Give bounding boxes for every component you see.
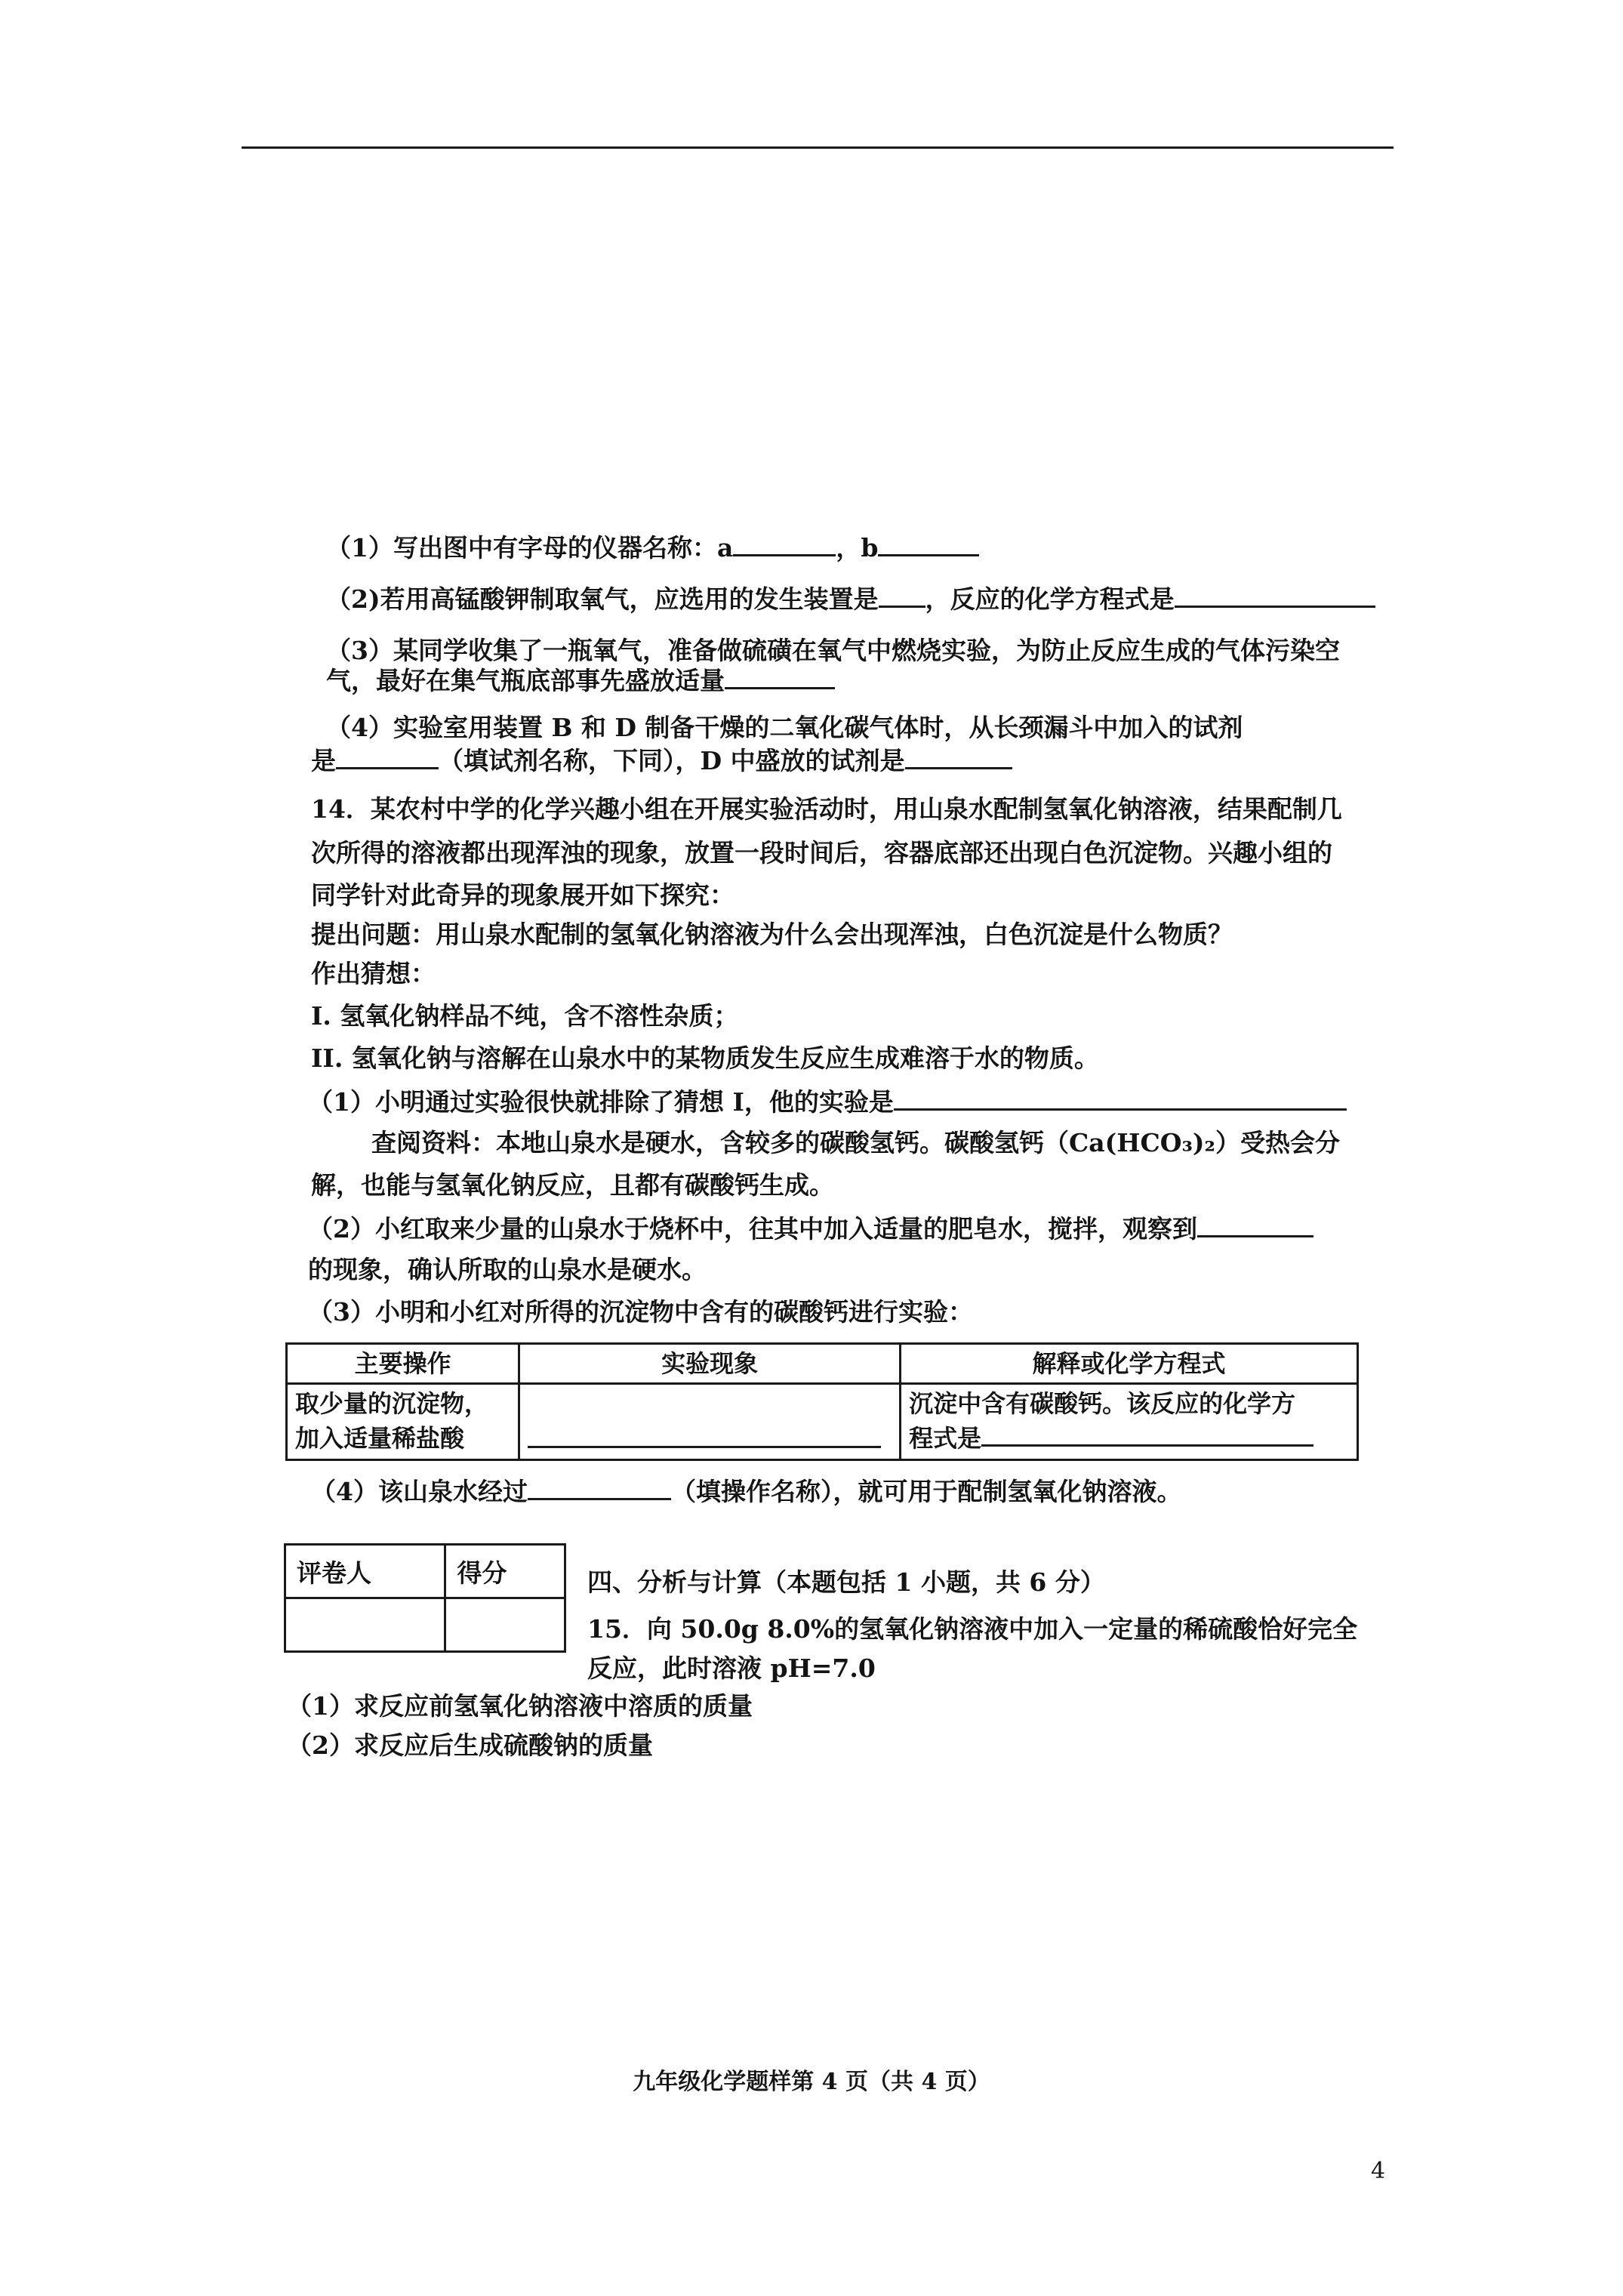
q15-line1: 15．向 50.0g 8.0%的氢氧化钠溶液中加入一定量的稀硫酸恰好完全: [587, 1614, 1358, 1644]
q14-question: 提出问题：用山泉水配制的氢氧化钠溶液为什么会出现浑浊，白色沉淀是什么物质？: [311, 920, 1233, 949]
answer-blank-reagent-1[interactable]: [336, 744, 439, 769]
q14-intro-1: 14．某农村中学的化学兴趣小组在开展实验活动时，用山泉水配制氢氧化钠溶液，结果配制几: [311, 794, 1342, 824]
experiment-table: [285, 1342, 1359, 1461]
q15-line2: 反应，此时溶液 pH=7.0: [587, 1653, 876, 1683]
q14-hypothesis-1: I. 氢氧化钠样品不纯，含不溶性杂质；: [311, 1001, 739, 1031]
score-label: 得分: [445, 1545, 565, 1598]
table-cell-operation: 取少量的沉淀物， 加入适量稀盐酸: [287, 1384, 519, 1460]
table-header: 解释或化学方程式: [901, 1344, 1358, 1384]
q14-intro-3: 同学针对此奇异的现象展开如下探究：: [311, 880, 735, 910]
q13-part4-line2: 是 （填试剂名称，下同），D 中盛放的试剂是: [311, 744, 1012, 776]
grader-label: 评卷人: [285, 1545, 445, 1598]
header-rule: [242, 146, 1394, 149]
q13-part4-line1: （4）实验室用装置 B 和 D 制备干燥的二氧化碳气体时，从长颈漏斗中加入的试剂: [326, 713, 1243, 742]
q14-part2-line1: （2）小红取来少量的山泉水于烧杯中，往其中加入适量的肥皂水，搅拌，观察到: [308, 1213, 1313, 1244]
q13-part2: （2)若用高锰酸钾制取氧气，应选用的发生装置是 ，反应的化学方程式是: [326, 583, 1375, 615]
q14-hypothesis-title: 作出猜想：: [311, 959, 436, 988]
q14-hypothesis-2: II. 氢氧化钠与溶解在山泉水中的某物质发生反应生成难溶于水的物质。: [311, 1043, 1099, 1073]
q13-part3-line1: （3）某同学收集了一瓶氧气，准备做硫磺在氧气中燃烧实验，为防止反应生成的气体污染空: [326, 636, 1340, 665]
answer-blank-table-equation[interactable]: [981, 1422, 1313, 1447]
answer-blank-experiment[interactable]: [894, 1086, 1347, 1111]
q14-part2-line2: 的现象，确认所取的山泉水是硬水。: [308, 1255, 707, 1284]
page-number: 4: [1371, 2158, 1386, 2184]
q14-intro-2: 次所得的溶液都出现浑浊的现象，放置一段时间后，容器底部还出现白色沉淀物。兴趣小组的: [311, 838, 1332, 868]
table-header: 主要操作: [287, 1344, 519, 1384]
q14-info-2: 解，也能与氢氧化钠反应，且都有碳酸钙生成。: [311, 1170, 834, 1200]
answer-blank-operation[interactable]: [528, 1475, 671, 1500]
q13-part1: （1）写出图中有字母的仪器名称：a ，b: [326, 532, 979, 563]
grader-cell[interactable]: [285, 1598, 445, 1652]
table-cell-explanation: 沉淀中含有碳酸钙。该反应的化学方 程式是: [901, 1384, 1358, 1460]
q14-part4: （4）该山泉水经过 （填操作名称），就可用于配制氢氧化钠溶液。: [311, 1477, 1182, 1506]
q14-part1: （1）小明通过实验很快就排除了猜想 I，他的实验是: [308, 1086, 1347, 1117]
table-header-row: [287, 1344, 1358, 1384]
score-cell[interactable]: [445, 1598, 565, 1652]
q14-part3: （3）小明和小红对所得的沉淀物中含有的碳酸钙进行实验：: [308, 1297, 973, 1327]
answer-blank-observation[interactable]: [1197, 1213, 1313, 1237]
answer-blank-equation[interactable]: [1175, 583, 1375, 608]
answer-blank-phenomenon[interactable]: [528, 1444, 881, 1448]
table-header: 实验现象: [519, 1344, 901, 1384]
q13-part3-line2: 气，最好在集气瓶底部事先盛放适量: [326, 664, 835, 696]
section4-title: 四、分析与计算（本题包括 1 小题，共 6 分）: [587, 1567, 1105, 1597]
score-box: [284, 1543, 566, 1653]
answer-blank-substance[interactable]: [725, 664, 835, 689]
q14-info-1: 查阅资料：本地山泉水是硬水，含较多的碳酸氢钙。碳酸氢钙（Ca(HCO₃)₂）受热会分: [371, 1128, 1340, 1157]
page-footer: 九年级化学题样第 4 页（共 4 页）: [633, 2069, 990, 2095]
answer-blank-a[interactable]: [733, 532, 836, 556]
q15-sub2: （2）求反应后生成硫酸钠的质量: [287, 1730, 653, 1760]
answer-blank-b[interactable]: [878, 532, 979, 556]
q15-sub1: （1）求反应前氢氧化钠溶液中溶质的质量: [287, 1691, 753, 1721]
table-cell-phenomenon: [519, 1384, 901, 1460]
table-row: [287, 1384, 1358, 1460]
answer-blank-reagent-2[interactable]: [905, 744, 1012, 769]
answer-blank-apparatus[interactable]: [879, 583, 925, 608]
